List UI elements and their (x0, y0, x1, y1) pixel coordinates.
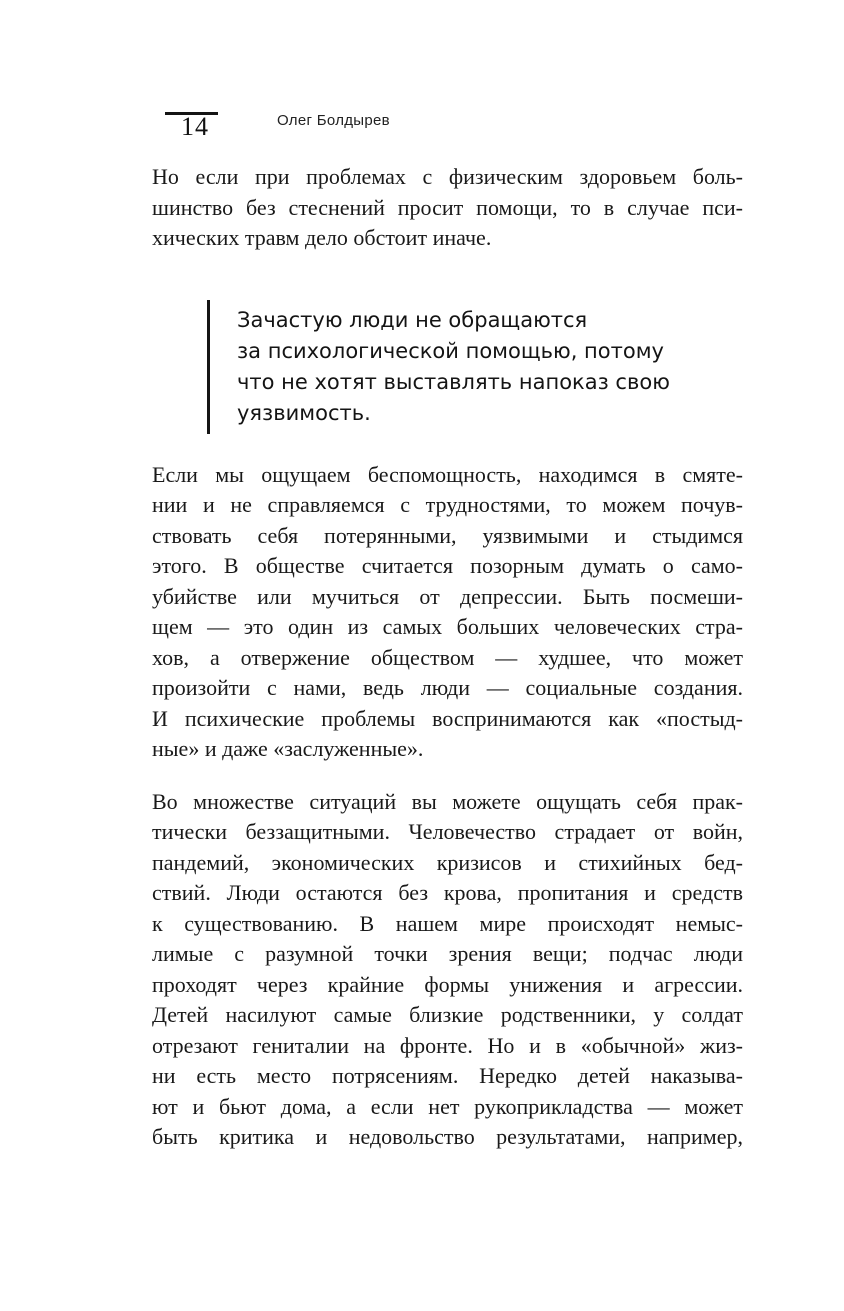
text-line: проходят через крайние формы унижения и агрессии. (152, 971, 743, 997)
page-number: 14 (181, 112, 209, 141)
text-line: нии и не справляемся с трудностями, то можем почув- (152, 492, 743, 517)
paragraph-3 (152, 787, 743, 1153)
text-line: ные» и даже «заслуженные». (152, 736, 424, 761)
text-line: ствовать себя потерянными, уязвимыми и стыдимся (152, 522, 743, 548)
text-line: этого. В обществе считается позорным думать о само- (152, 553, 743, 578)
text-line: хических травм дело обстоит иначе. (152, 225, 492, 250)
text-line: Но если при проблемах с физическим здоровьем боль- (152, 164, 743, 189)
text-line: за психологической помощью, потому (237, 338, 664, 363)
text-line: быть критика и недовольство результатами, например, (152, 1124, 743, 1149)
text-line: И психические проблемы воспринимаются как «постыд- (152, 705, 743, 731)
text-line: Если мы ощущаем беспомощность, находимся в смяте- (152, 461, 743, 487)
text-line: произойти с нами, ведь люди — социальные создания. (152, 675, 743, 700)
running-head-author: Олег Болдырев (277, 112, 390, 129)
text-line: хов, а отвержение обществом — худшее, что может (152, 644, 743, 670)
text-line: Во множестве ситуаций вы можете ощущать себя прак- (152, 788, 743, 814)
text-line: уязвимость. (237, 400, 371, 425)
text-line: ют и бьют дома, а если нет рукоприкладства — может (152, 1093, 743, 1119)
text-line: убийстве или мучиться от депрессии. Быть посмеши- (152, 583, 743, 609)
pull-quote (207, 300, 743, 434)
text-line: тически беззащитными. Человечество страдает от войн, (152, 819, 743, 844)
text-line: пандемий, экономических кризисов и стихийных бед- (152, 849, 743, 875)
page-body (152, 162, 743, 1153)
paragraph-1 (152, 162, 743, 254)
text-line: лимые с разумной точки зрения вещи; подчас люди (152, 941, 743, 966)
text-line: отрезают гениталии на фронте. Но и в «обычной» жиз- (152, 1032, 743, 1058)
text-line: шинство без стеснений просит помощи, то в случае пси- (152, 194, 743, 220)
text-line: Зачастую люди не обращаются (237, 307, 588, 332)
text-line: ни есть место потрясениям. Нередко детей наказыва- (152, 1063, 743, 1088)
text-line: к существованию. В нашем мире происходят немыс- (152, 910, 743, 936)
text-line: Детей насилуют самые близкие родственники, у солдат (152, 1002, 743, 1027)
text-line: ствий. Люди остаются без крова, пропитания и средств (152, 880, 743, 905)
paragraph-2 (152, 460, 743, 765)
text-line: что не хотят выставлять напоказ свою (237, 369, 670, 394)
text-line: щем — это один из самых больших человеческих стра- (152, 614, 743, 639)
